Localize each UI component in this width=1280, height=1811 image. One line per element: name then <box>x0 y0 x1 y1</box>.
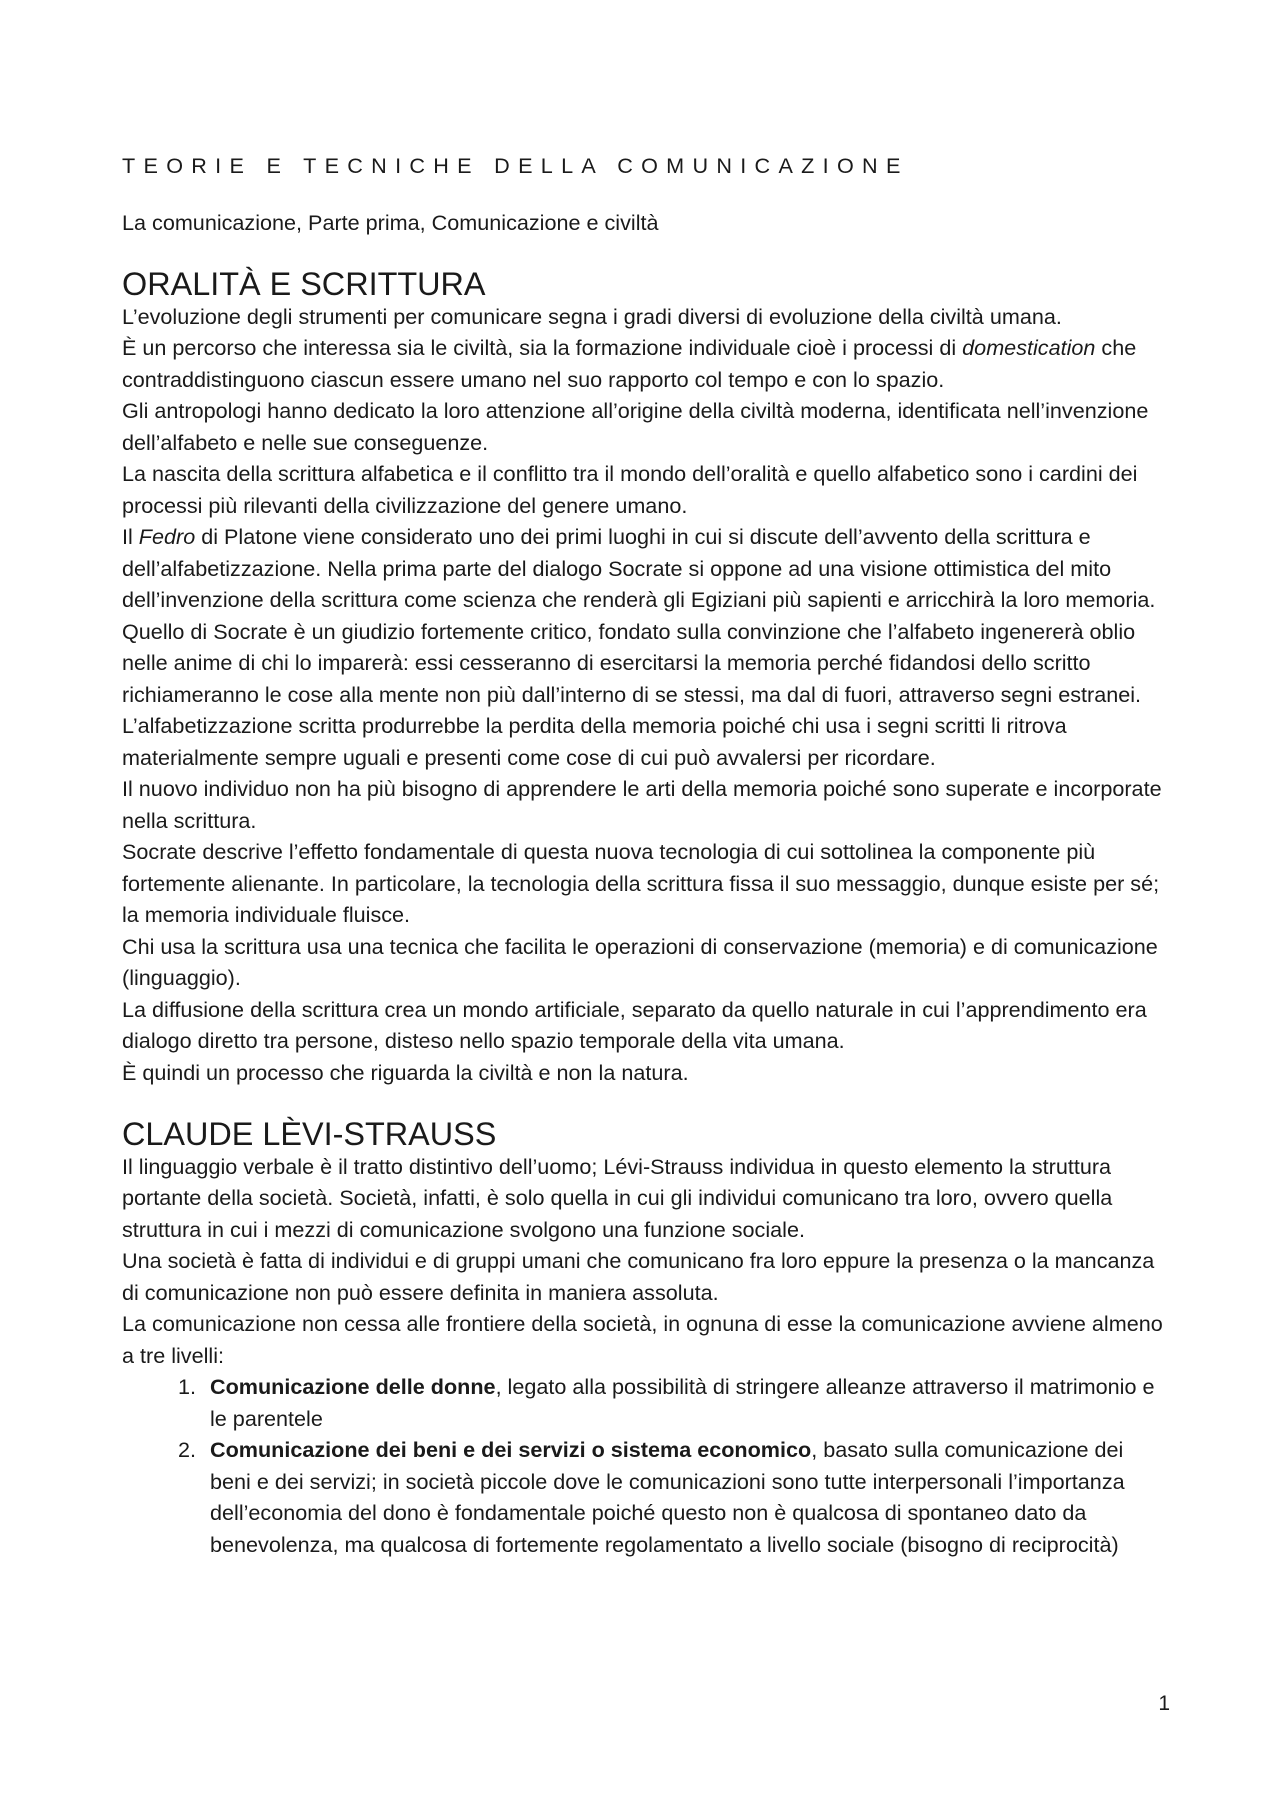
paragraph: L’evoluzione degli strumenti per comunicare segna i gradi diversi di evoluzione della civiltà umana. <box>122 303 1062 329</box>
paragraph: Il linguaggio verbale è il tratto distintivo dell’uomo; Lévi-Strauss individua in questo elemento la struttura portante della società. Società, infatti, è solo quella in cui gli individui comunicano tra loro, ovvero quella struttura in cui i mezzi di comunicazione svolgono una funzione sociale. <box>122 1153 1113 1242</box>
list-item-text: , legato alla possibilità di stringere alleanze attraverso il matrimonio e le parentele <box>210 1374 1155 1431</box>
paragraph: La nascita della scrittura alfabetica e il conflitto tra il mondo dell’oralità e quello alfabetico sono i cardini dei processi più rilevanti della civilizzazione del genere umano. <box>122 461 1138 518</box>
paragraph <box>122 332 1170 395</box>
section-oralita-e-scrittura <box>122 266 1170 1088</box>
paragraph: La diffusione della scrittura crea un mondo artificiale, separato da quello naturale in cui l’apprendimento era dialogo diretto tra persone, disteso nello spazio temporale della vita umana. <box>122 996 1147 1053</box>
paragraph: Il nuovo individuo non ha più bisogno di apprendere le arti della memoria poiché sono superate e incorporate nella scrittura. <box>122 776 1162 833</box>
paragraph-text: di Platone viene considerato uno dei primi luoghi in cui si discute dell’avvento della scrittura e dell’alfabetizzazione. Nella prima parte del dialogo Socrate si oppone ad una visione ottimistica del mito dell’invenzione della scrittura come scienza che renderà gli Egiziani più sapienti e arricchirà la loro memoria. Quello di Socrate è un giudizio fortemente critico, fondato sulla convinzione che l’alfabeto ingenererà oblio nelle anime di chi lo imparerà: essi cesseranno di esercitarsi la memoria perché fidandosi dello scritto richiameranno le cose alla mente non più dall’interno di se stessi, ma dal di fuori, attraverso segni estranei. <box>122 524 1156 707</box>
list-item <box>202 1434 1170 1560</box>
document-page <box>122 150 1170 1560</box>
section-heading: CLAUDE LÈVI-STRAUSS <box>122 1116 497 1152</box>
paragraph <box>122 521 1170 710</box>
list-item-bold: Comunicazione delle donne <box>210 1374 496 1399</box>
levels-list <box>122 1371 1170 1560</box>
emphasis-text: domestication <box>962 335 1096 360</box>
list-item <box>202 1371 1170 1434</box>
emphasis-text: Fedro <box>138 524 196 549</box>
section-spacer <box>122 1088 1170 1119</box>
page-number: 1 <box>1158 1692 1170 1715</box>
paragraph: La comunicazione non cessa alle frontiere della società, in ognuna di esse la comunicazione avviene almeno a tre livelli: <box>122 1311 1163 1368</box>
list-item-bold: Comunicazione dei beni e dei servizi o sistema economico <box>210 1437 812 1462</box>
paragraph-text: che contraddistinguono ciascun essere umano nel suo rapporto col tempo e con lo spazio. <box>122 335 1137 392</box>
paragraph: Una società è fatta di individui e di gruppi umani che comunicano fra loro eppure la presenza o la mancanza di comunicazione non può essere definita in maniera assoluta. <box>122 1248 1155 1305</box>
list-item-text: , basato sulla comunicazione dei beni e dei servizi; in società piccole dove le comunicazioni sono tutte interpersonali l’importanza dell’economia del dono è fondamentale poiché questo non è qualcosa di spontaneo dato da benevolenza, ma qualcosa di fortemente regolamentato a livello sociale (bisogno di reciprocità) <box>210 1437 1125 1557</box>
paragraph: È quindi un processo che riguarda la civiltà e non la natura. <box>122 1059 689 1085</box>
paragraph-text: È un percorso che interessa sia le civiltà, sia la formazione individuale cioè i processi di <box>122 335 963 360</box>
paragraph: Socrate descrive l’effetto fondamentale di questa nuova tecnologia di cui sottolinea la componente più fortemente alienante. In particolare, la tecnologia della scrittura fissa il suo messaggio, dunque esiste per sé; la memoria individuale fluisce. <box>122 839 1160 927</box>
paragraph: L’alfabetizzazione scritta produrrebbe la perdita della memoria poiché chi usa i segni scritti li ritrova materialmente sempre uguali e presenti come cose di cui può avvalersi per ricordare. <box>122 713 1067 770</box>
paragraph-text: Il <box>122 524 139 549</box>
section-levi-strauss <box>122 1116 1170 1560</box>
section-heading: ORALITÀ E SCRITTURA <box>122 266 486 302</box>
document-subtitle: La comunicazione, Parte prima, Comunicazione e civiltà <box>122 209 659 235</box>
paragraph: Chi usa la scrittura usa una tecnica che facilita le operazioni di conservazione (memoria) e di comunicazione (linguaggio). <box>122 933 1158 990</box>
document-title: TEORIE E TECNICHE DELLA COMUNICAZIONE <box>122 153 909 178</box>
paragraph: Gli antropologi hanno dedicato la loro attenzione all’origine della civiltà moderna, identificata nell’invenzione dell’alfabeto e nelle sue conseguenze. <box>122 398 1149 455</box>
